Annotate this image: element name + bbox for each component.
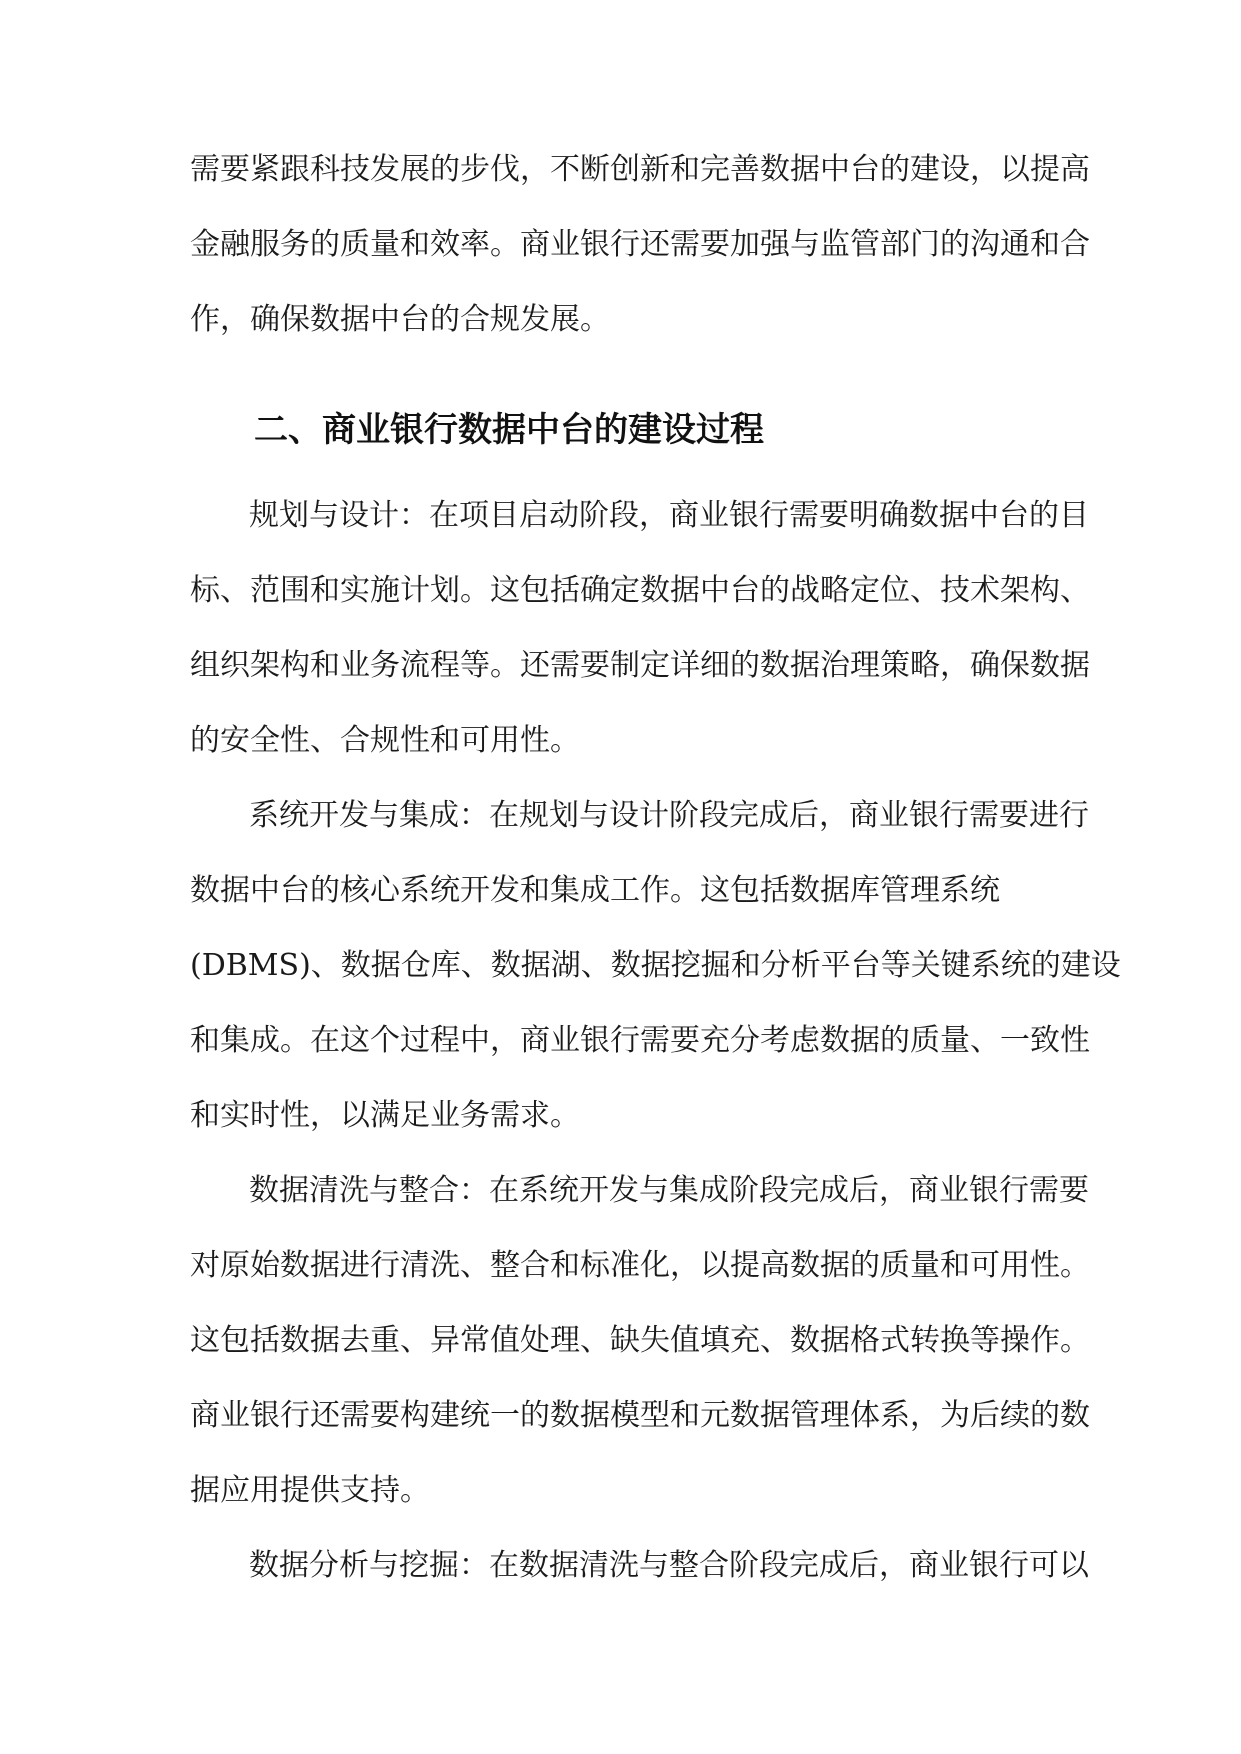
intro-line-3: 作，确保数据中台的合规发展。 xyxy=(190,302,610,337)
paragraph-2-line-3: (DBMS)、数据仓库、数据湖、数据挖掘和分析平台等关键系统的建设 xyxy=(190,948,1121,983)
paragraph-2-line-4: 和集成。在这个过程中，商业银行需要充分考虑数据的质量、一致性 xyxy=(190,1023,1090,1058)
paragraph-1-line-2: 标、范围和实施计划。这包括确定数据中台的战略定位、技术架构、 xyxy=(190,573,1090,608)
paragraph-4-line-1: 数据分析与挖掘：在数据清洗与整合阶段完成后，商业银行可以 xyxy=(249,1548,1089,1583)
section-heading: 二、商业银行数据中台的建设过程 xyxy=(254,410,764,450)
paragraph-3-line-3: 这包括数据去重、异常值处理、缺失值填充、数据格式转换等操作。 xyxy=(190,1323,1090,1358)
paragraph-3-line-2: 对原始数据进行清洗、整合和标准化，以提高数据的质量和可用性。 xyxy=(190,1248,1090,1283)
paragraph-1-line-1: 规划与设计：在项目启动阶段，商业银行需要明确数据中台的目 xyxy=(249,498,1089,533)
paragraph-2-line-2: 数据中台的核心系统开发和集成工作。这包括数据库管理系统 xyxy=(190,873,1000,908)
paragraph-3-line-5: 据应用提供支持。 xyxy=(190,1473,430,1508)
paragraph-1-line-4: 的安全性、合规性和可用性。 xyxy=(190,723,580,758)
intro-line-2: 金融服务的质量和效率。商业银行还需要加强与监管部门的沟通和合 xyxy=(190,227,1090,262)
intro-line-1: 需要紧跟科技发展的步伐，不断创新和完善数据中台的建设，以提高 xyxy=(190,152,1090,187)
paragraph-1-line-3: 组织架构和业务流程等。还需要制定详细的数据治理策略，确保数据 xyxy=(190,648,1090,683)
paragraph-3-line-4: 商业银行还需要构建统一的数据模型和元数据管理体系，为后续的数 xyxy=(190,1398,1090,1433)
paragraph-3-line-1: 数据清洗与整合：在系统开发与集成阶段完成后，商业银行需要 xyxy=(249,1173,1089,1208)
paragraph-2-line-5: 和实时性，以满足业务需求。 xyxy=(190,1098,580,1133)
paragraph-2-line-1: 系统开发与集成：在规划与设计阶段完成后，商业银行需要进行 xyxy=(249,798,1089,833)
